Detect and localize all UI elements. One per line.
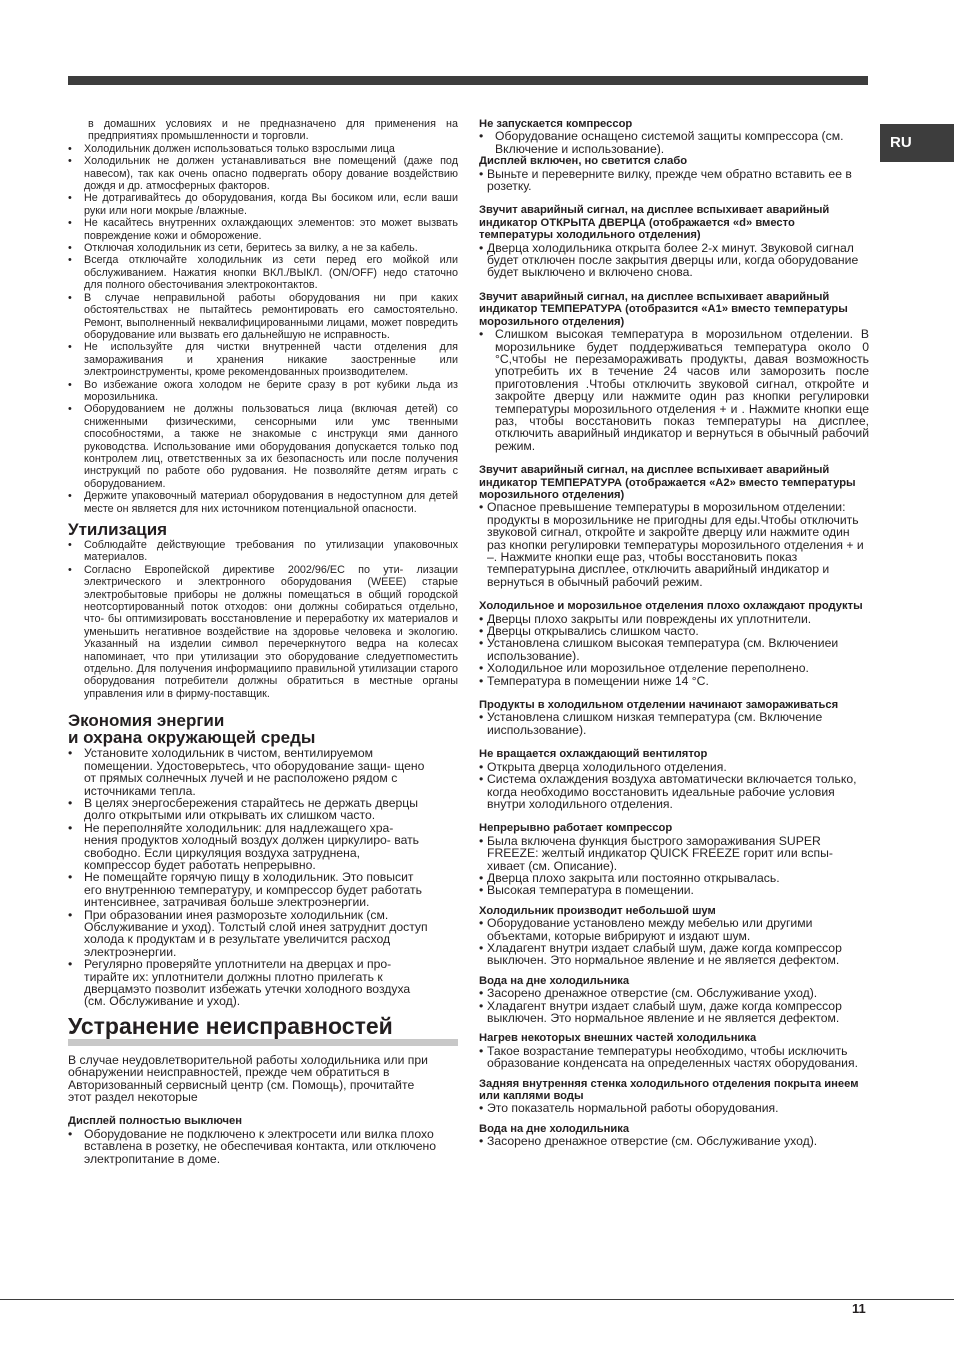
list-item: • В случае неправильной работы оборудования ни при каких обстоятельствах не пытайтесь ремонтировать его самостоятельно. Ремонт, выполненный неквалифицированными лицами, может повредить оборудование или вызвать его дальнейшую не исправность.	[68, 292, 458, 342]
problem-list	[479, 1045, 869, 1070]
list-item: • Установлена слишком низкая температура (см. Включение ииспользование).	[479, 711, 869, 736]
list-item: • Отключая холодильник из сети, беритесь за вилку, а не за кабель.	[68, 242, 458, 254]
problem-list	[479, 1135, 869, 1147]
list-item: • Опасное превышение температуры в морозильном отделении: продукты в морозильнике не пригодны для еды.Чтобы отключить звуковой сигнал, откройте и закройте дверцу или нажмите один раз кнопки регулировки температуры морозильного отделения + и –. Нажмите кнопки еще раз, чтобы восстановить показ температурына дисплее, отключить аварийный индикатор и вернуться в обычный рабочий режим.	[479, 501, 869, 588]
list-item: • При образовании инея разморозьте холодильник (см. Обслуживание и уход). Толстый слой инея затруднит доступ холода к продуктам и в результате увеличится расход электроэнергии.	[68, 909, 430, 959]
problem-block	[479, 155, 869, 192]
problem-block	[479, 1078, 869, 1115]
problem-block	[479, 905, 869, 967]
list-item: • Не переполняйте холодильник: для надлежащего хра- нения продуктов холодный воздух должен циркулиро- вать свободно. Если циркуляция воздуха затруднена, компрессор будет работать непрерывно.	[68, 822, 430, 872]
list-item: • Установлена слишком высокая температура (см. Включениеи использование).	[479, 637, 869, 662]
list-item: • Дверцы плохо закрыты или повреждены их уплотнители.	[479, 613, 869, 625]
language-tab: RU	[880, 124, 954, 162]
problem-list	[479, 835, 869, 897]
display-off-list	[68, 1128, 458, 1165]
list-item: • Засорено дренажное отверстие (см. Обслуживание уход).	[479, 987, 869, 999]
list-item: • В целях энергосбережения старайтесь не держать дверцы долго открытыми или открывать их слишком часто.	[68, 797, 430, 822]
problem-list	[479, 613, 869, 687]
problem-heading: Звучит аварийный сигнал, на дисплее вспыхивает аварийный индикатор ТЕМПЕРАТУРА (отобразится «А1» вместо температуры морозильного отделения)	[479, 290, 848, 328]
list-item: • Холодильное или морозильное отделение переполнено.	[479, 662, 869, 674]
list-item: • Дверца холодильника открыта более 2-х минут. Звуковой сигнал будет отключен после закрытия дверцы или, когда оборудование будет выключено и включено снова.	[479, 242, 869, 279]
footer-rule	[0, 1299, 954, 1300]
list-item: • Засорено дренажное отверстие (см. Обслуживание уход).	[479, 1135, 869, 1147]
list-item: • Соблюдайте действующие требования по утилизации упаковочных материалов.	[68, 539, 458, 564]
problem-block	[479, 699, 869, 736]
problem-block	[479, 1123, 869, 1148]
problem-list	[479, 242, 869, 279]
problem-block	[479, 204, 869, 278]
problem-block	[479, 291, 869, 452]
troubleshooting-intro: В случае неудовлетворительной работы холодильника или при обнаружении неисправностей, прежде чем обратиться в Авторизованный сервисный центр (см. Помощь), прочитайте этот раздел некоторые	[68, 1052, 428, 1105]
display-off-heading: Дисплей полностью выключен	[68, 1115, 242, 1128]
list-item: • Хладагент внутри издает слабый шум, даже когда компрессор выключен. Это нормальное явление и не является дефектом.	[479, 942, 869, 967]
problem-heading: Звучит аварийный сигнал, на дисплее вспыхивает аварийный индикатор ТЕМПЕРАТУРА (отображается «А2» вместо температуры морозильного отделения)	[479, 464, 856, 501]
problem-list	[479, 1102, 869, 1114]
problem-block	[479, 1032, 869, 1069]
disposal-list	[68, 539, 458, 700]
energy-heading	[68, 712, 458, 746]
list-item: • Не используйте для чистки внутренней части отделения для замораживания и хранения никакие заостренные или электроинструменты, кроме рекомендованных производителем.	[68, 341, 458, 378]
problem-list	[479, 761, 869, 811]
problem-heading: Холодильное и морозильное отделения плохо охлаждают продукты	[479, 600, 863, 613]
list-item: • Всегда отключайте холодильник из сети перед его мойкой или обслуживанием. Нажатия кнопки ВКЛ./ВЫКЛ. (ON/OFF) недо статочно для полного обесточивания электроконтактов.	[68, 254, 458, 291]
list-item: • Не помещайте горячую пищу в холодильник. Это повысит его внутреннюю температуру, и компрессор будет работать интенсивнее, затрачивая больше электроэнергии.	[68, 871, 430, 908]
list-item: • Во избежание ожога холодом не берите сразу в рот кубики льда из морозильника.	[68, 379, 458, 404]
problem-block	[479, 975, 869, 1025]
list-item: • Была включена функция быстрого замораживания SUPER FREEZE: желтый индикатор QUICK FREEZE горит или вспы- хивает (см. Описание).	[479, 835, 869, 872]
problem-list	[479, 130, 869, 155]
energy-heading-line-2: и охрана окружающей среды	[68, 728, 316, 748]
list-item: • Слишком высокая температура в морозильном отделении. В морозильнике будет поддерживаться температура около 0 °С,чтобы не перезамораживать продукты, давая возможность употребить их в течение 24 часов или заморозить после приготовления .Чтобы отключить звуковой сигнал, откройте и закройте дверцу или нажмите один раз кнопки регулировки температуры морозильного отделения + и . Нажмите кнопки еще раз, чтобы восстановить показ температуры на дисплее, отключить аварийный индикатор и вернуться в обычный рабочий режим.	[479, 328, 869, 452]
problem-block	[479, 118, 869, 155]
problem-block	[479, 600, 869, 687]
list-item: • Оборудование не подключено к электросети или вилка плохо вставлена в розетку, не обеспечивая контакта, или отключено электропитание в доме.	[68, 1128, 446, 1165]
problem-heading: Не запускается компрессор	[479, 118, 633, 130]
top-rule	[68, 76, 868, 85]
problem-block	[479, 748, 869, 810]
problem-heading: Холодильник производит небольшой шум	[479, 904, 716, 917]
intro-line: в домашних условиях и не предназначено для применения на предприятиях промышленности и торговли.	[88, 118, 458, 143]
list-item: • Система охлаждения воздуха автоматически включается только, когда необходимо восстановить идеальные рабочие условия внутри холодильного отделения.	[479, 773, 869, 810]
problem-list	[479, 987, 869, 1024]
list-item: • Согласно Европейской директиве 2002/96/ЕС по ути- лизации электрического и электронного оборудования (WEEE) старые электробытовые приборы не должны помещаться в общий городской неотсортированный поток отходов: они должны собираться отдельно, что- бы оптимизировать восстановление и переработку их материалов и уменьшить негативное воздействие на здоровье человека и экологию. Указанный на изделии символ перечеркнутого ведра на колесах напоминает, что при утилизации это оборудование следуетпоместить отдельно. Для получения информациипо правильной утилизации старого оборудования потребители должны обратиться в местные органы управления или в фирму-поставщик.	[68, 564, 458, 700]
problem-heading: Вода на дне холодильника	[479, 974, 630, 987]
list-item: • Оборудование оснащено системой защиты компрессора (см. Включение и использование).	[479, 130, 869, 155]
list-item: • Такое возрастание температуры необходимо, чтобы исключить образование конденсата на определенных частях оборудования.	[479, 1045, 869, 1070]
list-item: • Держите упаковочный материал оборудования в недоступном для детей месте он является для них источником потенциальной опасности.	[68, 490, 458, 515]
page-number: 11	[852, 1301, 866, 1316]
problem-heading: Продукты в холодильном отделении начинают замораживаться	[479, 699, 839, 712]
problem-list	[479, 917, 869, 967]
energy-heading-line-1: Экономия энергии	[68, 711, 225, 731]
list-item: • Регулярно проверяйте уплотнители на дверцах и про- тирайте их: уплотнители должны плотно прилегать к дверцамэто позволит избежать утечки холодного воздуха (см. Обслуживание и уход).	[68, 958, 430, 1008]
problem-block	[479, 464, 869, 588]
list-item: • Высокая температура в помещении.	[479, 884, 869, 896]
list-item: • Не дотрагивайтесь до оборудования, когда Вы босиком или, если ваши руки или ноги мокрые /влажные.	[68, 192, 458, 217]
list-item: • Оборудование установлено между мебелью или другими объектами, которые вибрируют и издают шум.	[479, 917, 869, 942]
problem-list	[479, 501, 869, 588]
problem-heading: Звучит аварийный сигнал, на дисплее вспыхивает аварийный индикатор ОТКРЫТА ДВЕРЦА (отображается «d» вместо температуры холодильного отделения)	[479, 204, 830, 242]
left-column	[68, 118, 458, 1165]
problem-heading: Не вращается охлаждающий вентилятор	[479, 748, 708, 761]
energy-list	[68, 747, 458, 1008]
list-item: • Холодильник не должен устанавливаться вне помещений (даже под навесом), так как очень опасно подвергать обору дование воздействию дождя и др. атмосферных факторов.	[68, 155, 458, 192]
problem-heading: Вода на дне холодильника	[479, 1122, 630, 1135]
list-item: • Холодильник должен использоваться только взрослыми лица	[68, 143, 458, 155]
list-item: • Не касайтесь внутренних охлаждающих элементов: это может вызвать повреждение кожи и обморожение.	[68, 217, 458, 242]
list-item: • Открыта дверца холодильного отделения.	[479, 761, 869, 773]
problem-heading: Задняя внутренняя стенка холодильного отделения покрыта инеем или каплями воды	[479, 1077, 859, 1103]
list-item: • Температура в помещении ниже 14 °С.	[479, 675, 869, 687]
list-item: • Хладагент внутри издает слабый шум, даже когда компрессор выключен. Это нормальное явление и не является дефектом.	[479, 1000, 869, 1025]
list-item: • Установите холодильник в чистом, вентилируемом помещении. Удостоверьтесь, что оборудование защи- щено от прямых солнечных лучей и не расположено рядом с источниками тепла.	[68, 747, 430, 797]
safety-list	[68, 143, 458, 515]
troubleshooting-heading: Устранение неисправностей	[68, 1014, 458, 1046]
list-item: • Это показатель нормальной работы оборудования.	[479, 1102, 869, 1114]
right-column	[479, 118, 869, 1148]
problem-list	[479, 168, 869, 193]
list-item: • Дверца плохо закрыта или постоянно открывалась.	[479, 872, 869, 884]
list-item: • Оборудованием не должны пользоваться лица (включая детей) со сниженными физическими, сенсорными или умс твенными способностями, а также не знакомые с инструкци ями данного руководства. Использование ими оборудования допускается только под контролем лиц, ответственных за их безопасность или после получения инструкций по работе обо рудования. Не позволяйте детям играть с оборудованием.	[68, 403, 458, 490]
list-item: • Выньте и переверните вилку, прежде чем обратно вставить ее в розетку.	[479, 168, 869, 193]
list-item: • Дверцы открывались слишком часто.	[479, 625, 869, 637]
problem-heading: Нагрев некоторых внешних частей холодильника	[479, 1032, 757, 1045]
problem-block	[479, 822, 869, 896]
problem-heading: Непрерывно работает компрессор	[479, 822, 673, 835]
disposal-heading: Утилизация	[68, 520, 168, 539]
problem-heading: Дисплей включен, но светится слабо	[479, 155, 688, 168]
problem-list	[479, 711, 869, 736]
problem-list	[479, 328, 869, 452]
